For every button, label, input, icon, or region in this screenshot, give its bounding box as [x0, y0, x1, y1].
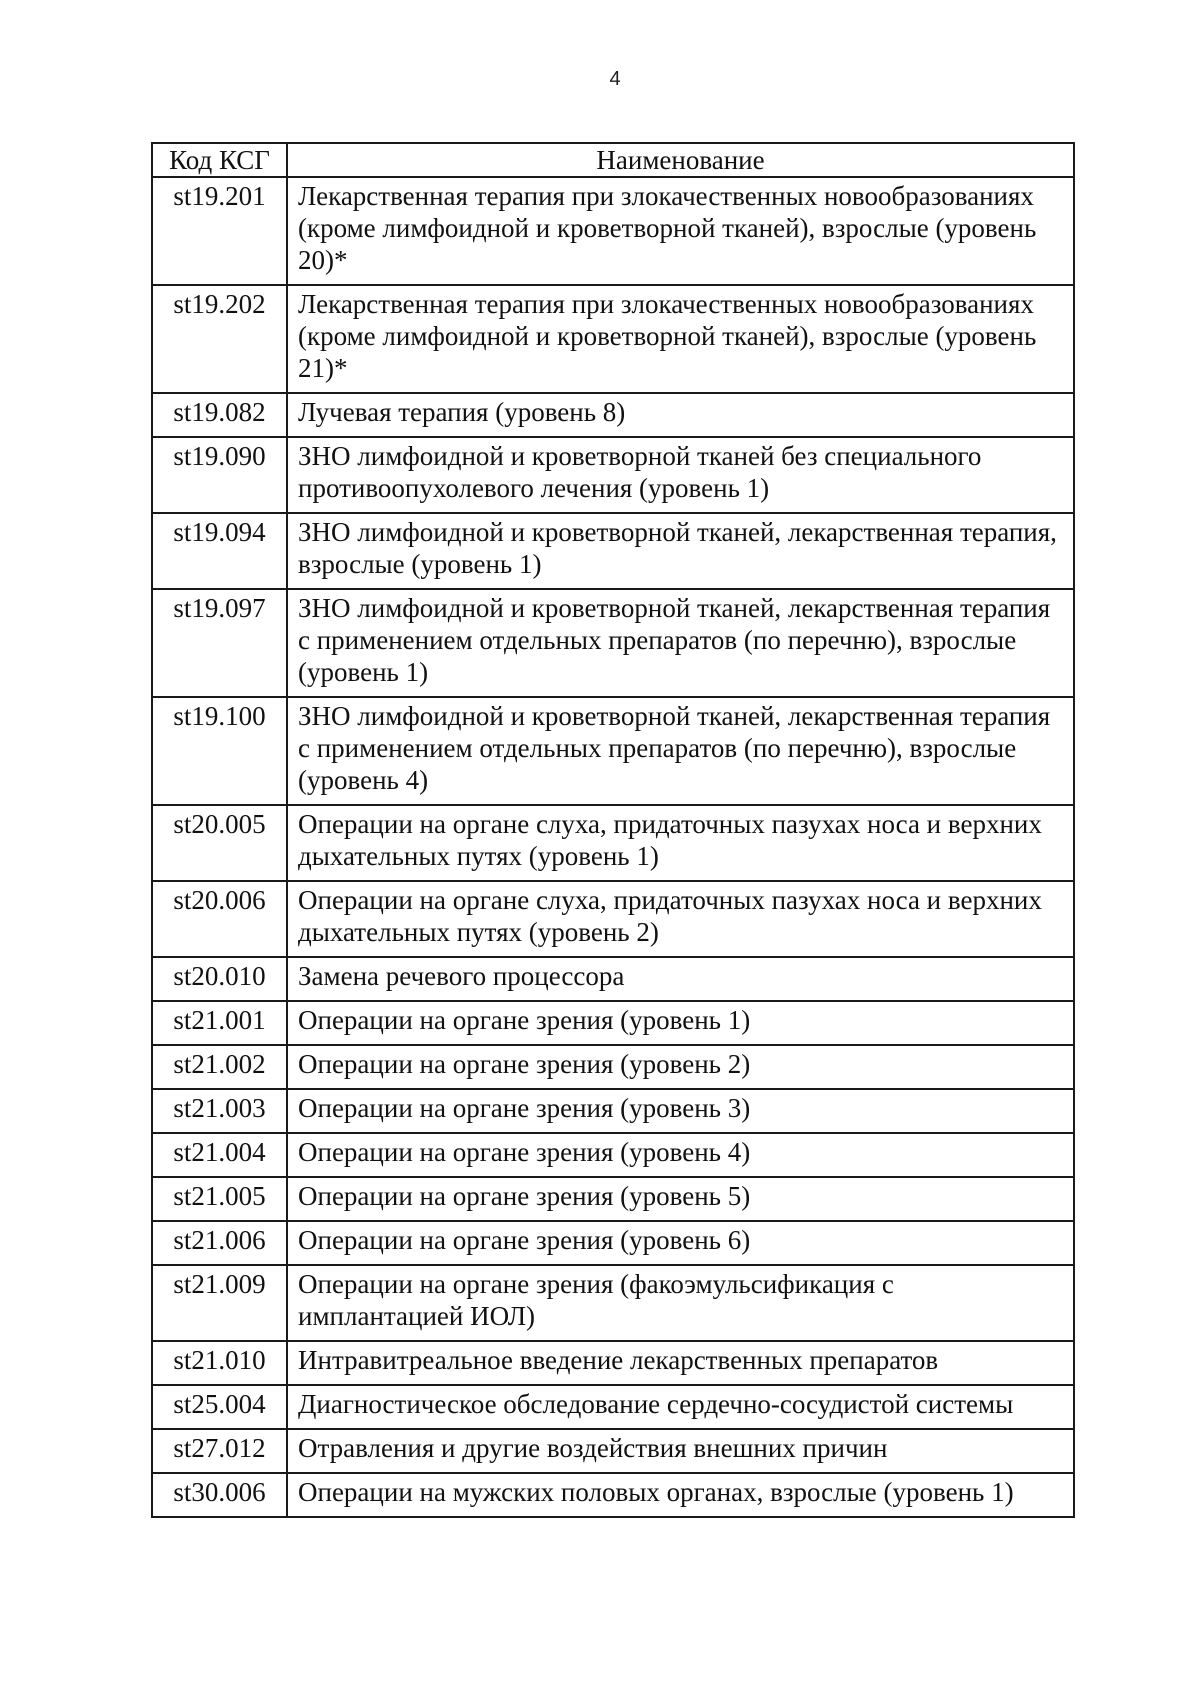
ksg-code-cell: st19.094	[152, 513, 287, 589]
ksg-code-cell: st19.201	[152, 177, 287, 285]
ksg-name-cell: Операции на органе зрения (уровень 3)	[287, 1089, 1074, 1133]
table-row	[152, 1089, 1074, 1133]
ksg-name-cell: Операции на мужских половых органах, взрослые (уровень 1)	[287, 1473, 1074, 1517]
ksg-code-cell: st21.010	[152, 1341, 287, 1385]
table-row	[152, 881, 1074, 957]
table-row	[152, 513, 1074, 589]
ksg-code-cell: st27.012	[152, 1429, 287, 1473]
ksg-code-cell: st19.202	[152, 285, 287, 393]
ksg-code-cell: st20.005	[152, 805, 287, 881]
ksg-name-cell: ЗНО лимфоидной и кроветворной тканей, лекарственная терапия с применением отдельных препаратов (по перечню), взрослые (уровень 1)	[287, 589, 1074, 697]
ksg-name-cell: Операции на органе зрения (уровень 1)	[287, 1001, 1074, 1045]
table-header-row	[152, 143, 1074, 177]
page-number: 4	[609, 68, 621, 90]
ksg-code-cell: st19.090	[152, 437, 287, 513]
ksg-code-cell: st21.002	[152, 1045, 287, 1089]
ksg-code-cell: st21.005	[152, 1177, 287, 1221]
ksg-name-cell: Лекарственная терапия при злокачественных новообразованиях (кроме лимфоидной и кроветворной тканей), взрослые (уровень 21)*	[287, 285, 1074, 393]
ksg-name-cell: Отравления и другие воздействия внешних причин	[287, 1429, 1074, 1473]
table-row	[152, 1001, 1074, 1045]
ksg-name-cell: ЗНО лимфоидной и кроветворной тканей без специального противоопухолевого лечения (уровень 1)	[287, 437, 1074, 513]
ksg-code-cell: st20.006	[152, 881, 287, 957]
table-row	[152, 1133, 1074, 1177]
ksg-code-cell: st21.001	[152, 1001, 287, 1045]
table-row	[152, 1045, 1074, 1089]
ksg-table	[151, 142, 1075, 1518]
ksg-code-cell: st19.100	[152, 697, 287, 805]
ksg-name-cell: Операции на органе зрения (уровень 2)	[287, 1045, 1074, 1089]
table-row	[152, 957, 1074, 1001]
table-row	[152, 1385, 1074, 1429]
table-row	[152, 805, 1074, 881]
ksg-code-cell: st20.010	[152, 957, 287, 1001]
table-row	[152, 1221, 1074, 1265]
ksg-code-cell: st19.097	[152, 589, 287, 697]
ksg-code-cell: st21.004	[152, 1133, 287, 1177]
ksg-code-cell: st21.003	[152, 1089, 287, 1133]
table-row	[152, 589, 1074, 697]
ksg-name-cell: Лучевая терапия (уровень 8)	[287, 393, 1074, 437]
ksg-name-cell: Операции на органе зрения (уровень 5)	[287, 1177, 1074, 1221]
ksg-code-cell: st30.006	[152, 1473, 287, 1517]
ksg-name-cell: Операции на органе зрения (уровень 6)	[287, 1221, 1074, 1265]
ksg-name-cell: Интравитреальное введение лекарственных препаратов	[287, 1341, 1074, 1385]
ksg-name-cell: ЗНО лимфоидной и кроветворной тканей, лекарственная терапия, взрослые (уровень 1)	[287, 513, 1074, 589]
table-row	[152, 393, 1074, 437]
ksg-name-cell: Замена речевого процессора	[287, 957, 1074, 1001]
ksg-code-cell: st25.004	[152, 1385, 287, 1429]
ksg-name-cell: Лекарственная терапия при злокачественных новообразованиях (кроме лимфоидной и кроветворной тканей), взрослые (уровень 20)*	[287, 177, 1074, 285]
table-row	[152, 1473, 1074, 1517]
ksg-name-cell: Операции на органе зрения (уровень 4)	[287, 1133, 1074, 1177]
column-header-name: Наименование	[287, 143, 1074, 177]
table-row	[152, 437, 1074, 513]
table-row	[152, 1265, 1074, 1341]
ksg-name-cell: Операции на органе слуха, придаточных пазухах носа и верхних дыхательных путях (уровень 1)	[287, 805, 1074, 881]
ksg-name-cell: ЗНО лимфоидной и кроветворной тканей, лекарственная терапия с применением отдельных препаратов (по перечню), взрослые (уровень 4)	[287, 697, 1074, 805]
table-row	[152, 697, 1074, 805]
ksg-code-cell: st19.082	[152, 393, 287, 437]
column-header-code: Код КСГ	[152, 143, 287, 177]
table-row	[152, 1429, 1074, 1473]
table-row	[152, 1177, 1074, 1221]
table-row	[152, 285, 1074, 393]
ksg-name-cell: Операции на органе зрения (факоэмульсификация с имплантацией ИОЛ)	[287, 1265, 1074, 1341]
ksg-name-cell: Диагностическое обследование сердечно-сосудистой системы	[287, 1385, 1074, 1429]
table-row	[152, 177, 1074, 285]
ksg-name-cell: Операции на органе слуха, придаточных пазухах носа и верхних дыхательных путях (уровень 2)	[287, 881, 1074, 957]
table-row	[152, 1341, 1074, 1385]
ksg-code-cell: st21.006	[152, 1221, 287, 1265]
ksg-code-cell: st21.009	[152, 1265, 287, 1341]
